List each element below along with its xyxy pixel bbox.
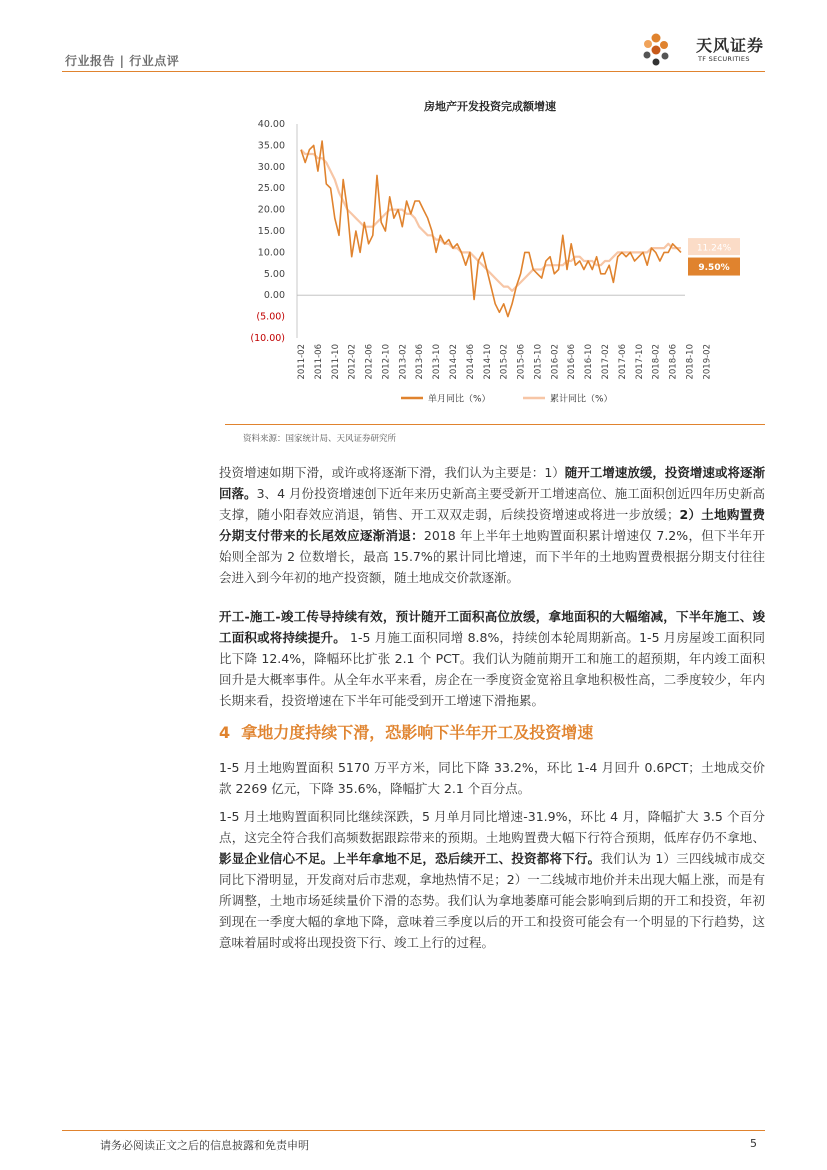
y-tick-label: 10.00 xyxy=(257,247,285,259)
paragraph-land-purchase-stats: 1-5 月土地购置面积 5170 万平方米，同比下降 33.2%，环比 1-4 月回升 0.6PCT；土地成交价款 2269 亿元，下降 35.6%，降幅扩大 2.1 个百分点。 xyxy=(219,760,765,796)
chart-svg xyxy=(225,88,765,418)
x-tick-label: 2017-10 xyxy=(634,344,645,380)
x-tick-label: 2012-02 xyxy=(347,344,358,380)
y-tick-label: (10.00) xyxy=(250,333,285,344)
x-tick-label: 2012-10 xyxy=(381,344,392,380)
p1-intro: 投资增速如期下滑，或许或将逐渐下滑，我们认为主要是：1） xyxy=(219,465,565,480)
footer-disclaimer: 请务必阅读正文之后的信息披露和免责申明 xyxy=(100,1139,309,1152)
x-tick-label: 2012-06 xyxy=(364,344,375,380)
p4-body-1: 1-5 月土地购置面积同比继续深跌，5 月单月同比增速-31.9%，环比 4 月，降幅扩大 3.5 个百分点，这完全符合我们高频数据跟踪带来的预期。土地购置费大幅下行符合预期，低库存仍不拿地、 xyxy=(219,809,765,845)
y-tick-label: 40.00 xyxy=(257,119,285,130)
x-tick-label: 2015-06 xyxy=(516,344,527,380)
x-tick-label: 2013-06 xyxy=(415,344,426,380)
cumulative-yoy-line xyxy=(301,150,681,291)
x-tick-label: 2011-10 xyxy=(330,344,341,380)
x-tick-label: 2017-06 xyxy=(617,344,628,380)
x-tick-label: 2015-02 xyxy=(499,344,510,380)
report-category: 行业报告 | 行业点评 xyxy=(65,54,180,68)
x-tick-label: 2011-02 xyxy=(297,344,307,380)
x-tick-label: 2014-06 xyxy=(465,344,476,380)
y-tick-label: 15.00 xyxy=(257,226,285,237)
section-number: 4 xyxy=(219,723,231,742)
y-tick-label: 30.00 xyxy=(257,161,285,173)
x-tick-label: 2015-10 xyxy=(533,344,544,380)
x-tick-label: 2016-02 xyxy=(550,344,561,380)
source-divider xyxy=(225,424,765,425)
section-heading xyxy=(219,720,593,743)
legend-cumulative-label: 累计同比（%） xyxy=(550,394,613,405)
p4-bold: 影显企业信心不足。上半年拿地不足，恐后续开工、投资都将下行。 xyxy=(219,851,601,866)
y-tick-label: 0.00 xyxy=(263,290,285,302)
callout-cumulative-label: 11.24% xyxy=(696,243,732,254)
y-tick-label: 25.00 xyxy=(257,183,285,195)
monthly-yoy-line xyxy=(301,141,681,317)
paragraph-investment-decline xyxy=(219,462,765,588)
p4-body-2: 我们认为 1）三四线城市成交同比下滑明显，开发商对后市悲观，拿地热情不足；2）一二线城市地价并未出现大幅上涨，而是有所调整，土地市场延续量价下滑的态势。我们认为拿地萎靡可能会影响到后期的开工和投资，年初到现在一季度大幅的拿地下降，意味着三季度以后的开工和投资可能会有一个明显的下行趋势，这意味着届时或将出现投资下行、竣工上行的过程。 xyxy=(219,851,765,950)
x-tick-label: 2018-10 xyxy=(685,344,696,380)
y-tick-label: 35.00 xyxy=(257,140,285,152)
y-tick-label: (5.00) xyxy=(256,311,285,323)
header-divider xyxy=(62,71,765,72)
x-tick-label: 2018-06 xyxy=(668,344,679,380)
x-tick-label: 2017-02 xyxy=(601,344,611,380)
p1-body-2: 2018 年上半年土地购置面积累计增速仅 7.2%，但下半年开始则全部为 2 位数增长，最高 15.7%的累计同比增速，而下半年的土地购置费根据分期支付往往会进入到今年初的地产投资额，随土地成交价款逐渐。 xyxy=(219,528,765,585)
x-tick-label: 2014-02 xyxy=(449,344,459,380)
p2-bold: 开工-施工-竣工传导持续有效，预计随开工面积高位放缓，拿地面积的大幅缩减，下半年施工、竣工面积或将持续提升。 xyxy=(219,609,765,645)
logo-subtitle: TF SECURITIES xyxy=(698,55,750,63)
callout-monthly-label: 9.50% xyxy=(698,263,730,274)
x-tick-label: 2016-10 xyxy=(584,344,595,380)
section-title: 拿地力度持续下滑，恐影响下半年开工及投资增速 xyxy=(241,723,594,742)
chart-source: 资料来源：国家统计局、天风证券研究所 xyxy=(243,434,397,444)
x-tick-label: 2013-10 xyxy=(432,344,443,380)
p1-bold-1: 随开工增速放缓，投资增速或将逐渐回落。 xyxy=(219,465,765,501)
investment-growth-chart xyxy=(225,88,765,418)
x-tick-label: 2018-02 xyxy=(651,344,662,380)
paragraph-construction-transmission xyxy=(219,606,765,711)
x-tick-label: 2016-06 xyxy=(567,344,578,380)
legend-monthly-label: 单月同比（%） xyxy=(428,394,491,405)
x-tick-label: 2011-06 xyxy=(313,344,324,380)
p2-body: 1-5 月施工面积同增 8.8%，持续创本轮周期新高。1-5 月房屋竣工面积同比下降 12.4%，降幅环比扩张 2.1 个 PCT。我们认为随前期开工和施工的超预期，年内竣工面积回升是大概率事件。从全年水平来看，房企在一季度资金宽裕且拿地积极性高，二季度较少，年内长期来看，投资增速在下半年可能受到开工增速下滑拖累。 xyxy=(219,630,765,708)
p1-bold-2: 2）土地购置费分期支付带来的长尾效应逐渐消退： xyxy=(219,507,765,543)
x-tick-label: 2013-02 xyxy=(398,344,409,380)
x-tick-label: 2014-10 xyxy=(482,344,493,380)
y-tick-label: 20.00 xyxy=(257,204,285,216)
y-tick-label: 5.00 xyxy=(263,268,285,280)
x-tick-label: 2019-02 xyxy=(702,344,713,380)
chart-title: 房地产开发投资完成额增速 xyxy=(424,100,556,113)
logo-name: 天风证券 xyxy=(696,36,765,55)
page-number: 5 xyxy=(750,1137,757,1150)
footer-divider xyxy=(62,1130,765,1131)
paragraph-land-purchase-analysis xyxy=(219,806,765,953)
p1-body-1: 3、4 月份投资增速创下近年来历史新高主要受新开工增速高位、施工面积创近四年历史新高支撑，随小阳春效应消退，销售、开工双双走弱，后续投资增速或将进一步放缓； xyxy=(219,486,765,522)
